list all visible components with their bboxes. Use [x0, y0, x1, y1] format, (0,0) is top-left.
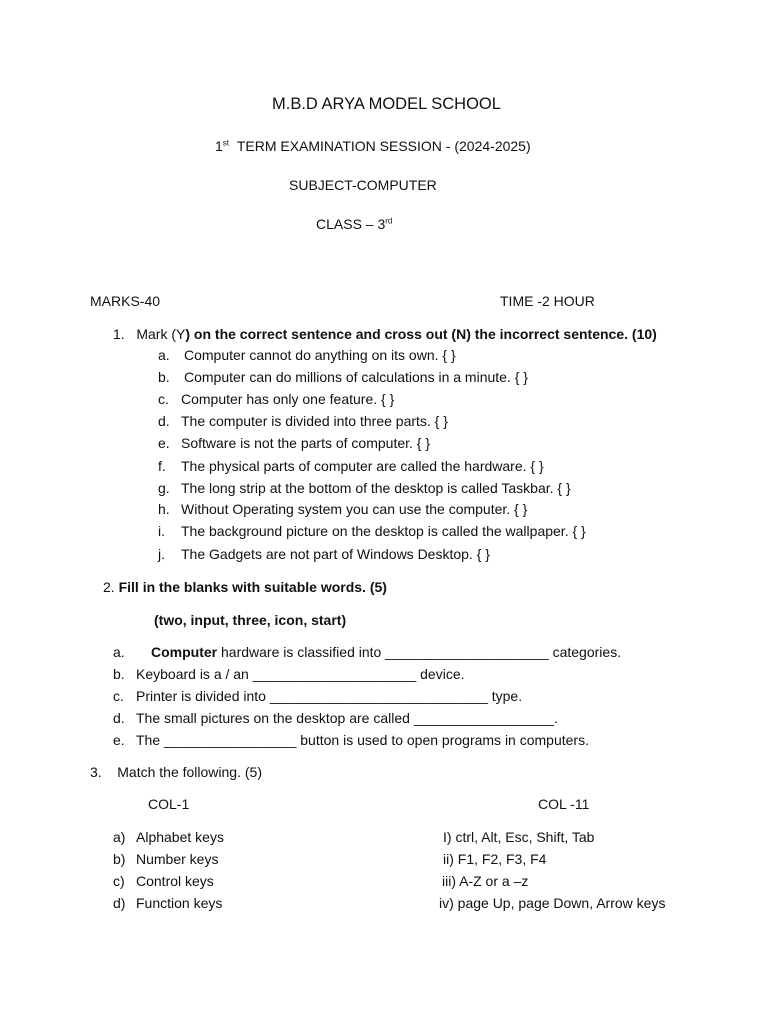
- item-label: i.: [158, 523, 165, 539]
- item-text: Keyboard is a / an _____________________ device.: [136, 666, 465, 682]
- item-text: Without Operating system you can use the computer. { }: [181, 501, 528, 517]
- item-label: e.: [113, 732, 125, 748]
- col2-item: I) ctrl, Alt, Esc, Shift, Tab: [443, 829, 595, 845]
- item-text: Number keys: [136, 851, 219, 867]
- term-number: 1: [215, 138, 223, 154]
- item-text: Function keys: [136, 895, 223, 911]
- item-text: Computer cannot do anything on its own. { }: [184, 347, 456, 363]
- item-label: g.: [158, 480, 170, 496]
- q2-number: 2.: [103, 579, 115, 595]
- term-heading: [215, 137, 531, 155]
- subject-heading: SUBJECT-COMPUTER: [289, 177, 437, 193]
- item-label: d.: [158, 413, 170, 429]
- q1-heading: [113, 325, 657, 343]
- q1-title-start: Mark (Y: [136, 326, 186, 342]
- time-label: TIME -2 HOUR: [500, 293, 595, 309]
- q2-title: Fill in the blanks with suitable words. (5): [118, 579, 387, 595]
- term-text: TERM EXAMINATION SESSION - (2024-2025): [236, 138, 531, 154]
- item-text: [151, 643, 621, 661]
- item-text: Computer can do millions of calculations in a minute. { }: [184, 369, 528, 385]
- col2-item: iii) A-Z or a –z: [442, 873, 529, 889]
- item-text: Printer is divided into ____________________________ type.: [136, 688, 523, 704]
- item-rest: hardware is classified into _____________________ categories.: [217, 644, 622, 660]
- class-superscript: rd: [385, 216, 393, 226]
- item-label: e.: [158, 435, 170, 451]
- q2-heading: [103, 578, 387, 596]
- school-name: M.B.D ARYA MODEL SCHOOL: [272, 95, 501, 113]
- q3-title: Match the following. (5): [117, 764, 262, 780]
- class-heading: [316, 215, 392, 233]
- col2-item: iv) page Up, page Down, Arrow keys: [439, 895, 666, 911]
- item-label: a.: [158, 347, 170, 363]
- item-label: c.: [113, 688, 124, 704]
- q3-number: 3.: [90, 764, 102, 780]
- item-text: The computer is divided into three parts. { }: [181, 413, 448, 429]
- item-label: b.: [158, 369, 170, 385]
- q3-heading: [90, 763, 262, 781]
- col2-item: ii) F1, F2, F3, F4: [443, 851, 547, 867]
- q1-title-bold: ) on the correct sentence and cross out (N) the incorrect sentence. (10): [185, 326, 657, 342]
- item-label: a): [113, 829, 126, 845]
- item-text: Alphabet keys: [136, 829, 224, 845]
- marks-label: MARKS-40: [90, 293, 161, 309]
- item-label: b): [113, 851, 126, 867]
- item-label: f.: [158, 458, 166, 474]
- item-label: j.: [158, 546, 165, 562]
- item-label: d): [113, 895, 126, 911]
- q1-number: 1.: [113, 326, 125, 342]
- item-label: b.: [113, 666, 125, 682]
- col2-header: COL -11: [538, 796, 590, 812]
- item-label: c): [113, 873, 125, 889]
- item-bold-word: Computer: [151, 644, 218, 660]
- item-text: The _________________ button is used to open programs in computers.: [136, 732, 589, 748]
- item-label: h.: [158, 501, 170, 517]
- term-superscript: st: [222, 138, 230, 148]
- item-text: The Gadgets are not part of Windows Desktop. { }: [181, 546, 490, 562]
- q2-options: (two, input, three, icon, start): [154, 612, 347, 628]
- item-label: a.: [113, 644, 125, 660]
- item-text: Control keys: [136, 873, 214, 889]
- item-text: Software is not the parts of computer. { }: [181, 435, 431, 451]
- item-label: d.: [113, 710, 125, 726]
- item-label: c.: [158, 391, 169, 407]
- item-text: The physical parts of computer are called the hardware. { }: [181, 458, 544, 474]
- item-text: The long strip at the bottom of the desktop is called Taskbar. { }: [181, 480, 571, 496]
- item-text: The small pictures on the desktop are called __________________.: [136, 710, 558, 726]
- class-text: CLASS – 3: [316, 216, 386, 232]
- item-text: The background picture on the desktop is called the wallpaper. { }: [181, 523, 586, 539]
- col1-header: COL-1: [148, 796, 190, 812]
- item-text: Computer has only one feature. { }: [181, 391, 395, 407]
